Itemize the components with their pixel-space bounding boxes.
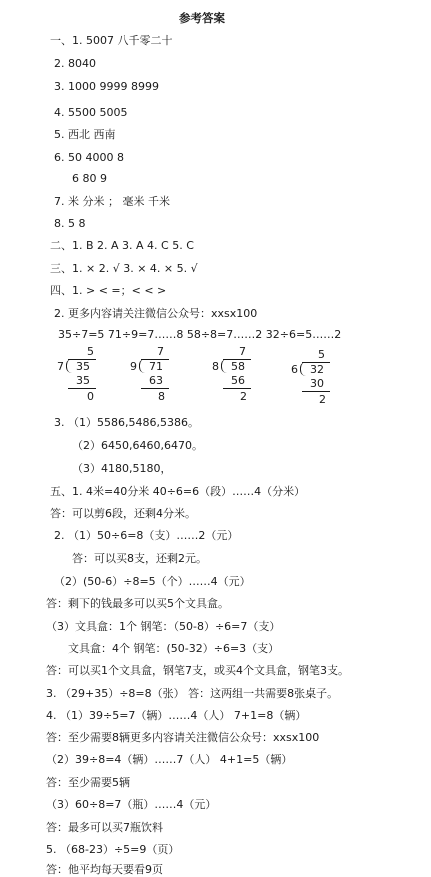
product: 63 [149,374,163,387]
long-division-2 [127,346,197,406]
answer-line: 答：最多可以买7瓶饮料 [46,821,163,834]
product: 30 [310,377,324,390]
quotient: 5 [87,345,94,358]
subtract-bar [68,388,96,389]
answer-line: 答：他平均每天要看9页 [46,863,163,876]
answer-line: 6. 50 4000 8 [54,151,124,164]
answer-line: 答：至少需要8辆更多内容请关注微信公众号：xxsx100 [46,731,320,744]
subtract-bar [223,388,251,389]
long-division-4 [288,349,358,409]
dividend: 35 [76,360,90,373]
answer-line: 2. （1）50÷6=8（支）……2（元） [54,529,239,542]
answer-line: 2. 8040 [54,57,96,70]
answer-line: （3）60÷8=7（瓶）……4（元） [46,798,217,811]
answer-line: 4. 5500 5005 [54,106,128,119]
answer-line: （2）(50-6）÷8=5（个）……4（元） [54,575,251,588]
answer-line: （2）39÷8=4（辆）……7（人） 4+1=5（辆） [46,753,293,766]
answer-line: 7. 米 分米 ； 毫米 千米 [54,195,170,208]
quotient: 7 [239,345,246,358]
remainder: 8 [158,390,165,403]
divisor: 7 [57,360,64,373]
divisor: 9 [130,360,137,373]
answer-line: 8. 5 8 [54,217,86,230]
answer-line: 二、1. B 2. A 3. A 4. C 5. C [50,239,194,252]
division-bracket [66,359,73,373]
answer-line: 一、1. 5007 八千零二十 [50,34,173,47]
answer-line: 6 80 9 [72,172,107,185]
product: 35 [76,374,90,387]
answer-line: （3）4180,5180， [72,462,172,475]
long-division-1 [54,346,124,406]
division-bracket [300,362,307,376]
quotient: 7 [157,345,164,358]
answer-line: 五、1. 4米=40分米 40÷6=6（段）……4（分米） [50,485,306,498]
answer-line: （3）文具盒：1个 钢笔：（50-8）÷6=7（支） [46,620,281,633]
long-division-3 [209,346,279,406]
division-bracket [221,359,228,373]
subtract-bar [302,391,330,392]
product: 56 [231,374,245,387]
dividend: 32 [310,363,324,376]
quotient: 5 [318,348,325,361]
divisor: 6 [291,363,298,376]
remainder: 2 [240,390,247,403]
answer-line: 四、1. > < =；< < > [50,284,167,297]
answer-line: 3. 1000 9999 8999 [54,80,159,93]
subtract-bar [141,388,169,389]
answer-line: （2）6450,6460,6470。 [72,439,203,452]
answer-line: 答：可以买8支，还剩2元。 [72,552,207,565]
answer-line: 答：至少需要5辆 [46,776,130,789]
dividend: 58 [231,360,245,373]
remainder: 2 [319,393,326,406]
answer-line: 文具盒：4个 钢笔：(50-32）÷6=3（支） [68,642,280,655]
answer-line: 3. （1）5586,5486,5386。 [54,416,199,429]
division-bracket [139,359,146,373]
dividend: 71 [149,360,163,373]
answer-line: 答：可以买1个文具盒，钢笔7支，或买4个文具盒，钢笔3支。 [46,664,349,677]
answer-line: 5. （68-23）÷5=9（页） [46,843,180,856]
division-equations: 35÷7=5 71÷9=7……8 58÷8=7……2 32÷6=5……2 [58,328,342,341]
answer-line: 5. 西北 西南 [54,128,116,141]
answer-line: 2. 更多内容请关注微信公众号：xxsx100 [54,307,258,320]
answer-line: 3. （29+35）÷8=8（张） 答：这两组一共需要8张桌子。 [46,687,339,700]
answer-line: 答：可以剪6段，还剩4分米。 [50,507,196,520]
answer-line: 4. （1）39÷5=7（辆）……4（人） 7+1=8（辆） [46,709,307,722]
answer-line: 答：剩下的钱最多可以买5个文具盒。 [46,597,229,610]
answer-line: 三、1. × 2. √ 3. × 4. × 5. √ [50,262,198,275]
divisor: 8 [212,360,219,373]
page-title: 参考答案 [179,11,225,25]
remainder: 0 [87,390,94,403]
